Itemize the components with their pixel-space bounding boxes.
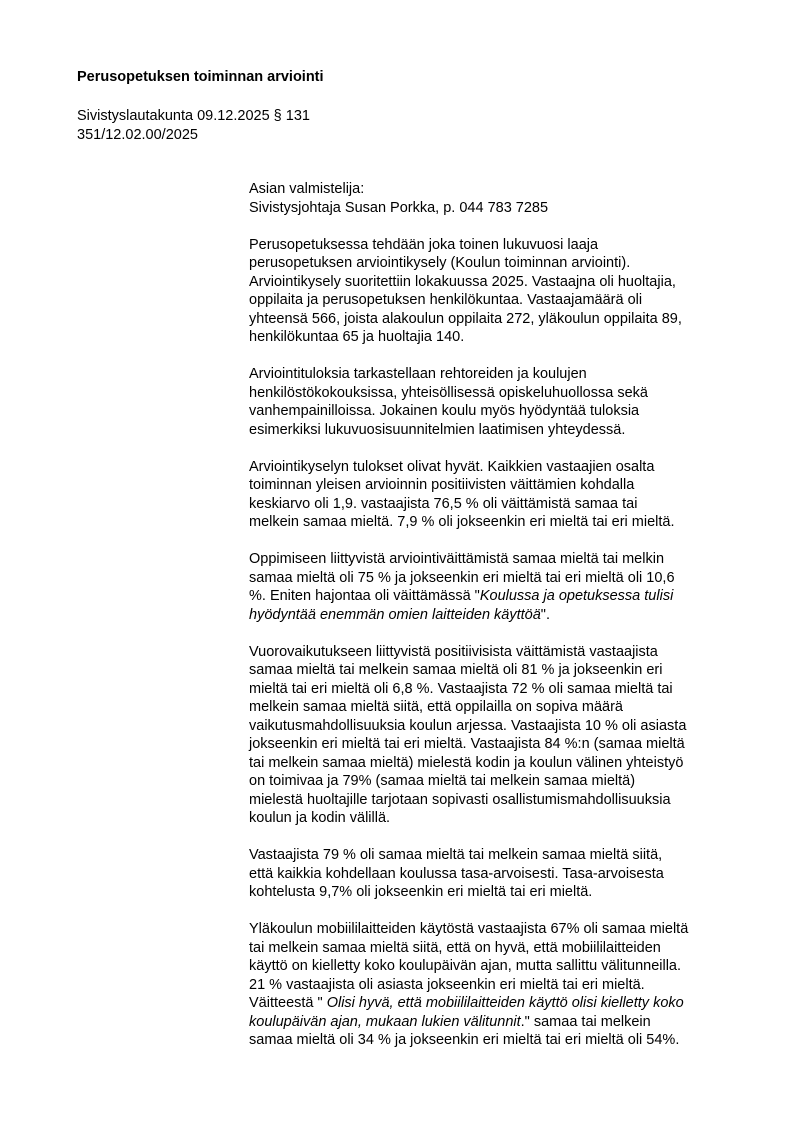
paragraph-equality (249, 846, 749, 902)
paragraph-mobile-devices (249, 920, 749, 1050)
text-line: mieltä tai eri mieltä oli 6,8 %. Vastaajista 72 % oli samaa mieltä tai (249, 680, 673, 697)
text-line: samaa mieltä oli 75 % ja jokseenkin eri mieltä tai eri mieltä oli 10,6 (249, 569, 675, 586)
text-line: mielestä huoltajille tarjotaan sopivasti osallistumismahdollisuuksia (249, 791, 671, 808)
text-line: Oppimiseen liittyvistä arviointiväittämistä samaa mieltä tai melkin (249, 551, 665, 567)
text-line: koulun ja kodin välillä. (249, 810, 391, 826)
text-line (249, 1013, 749, 1032)
text-line: kohtelusta 9,7% oli jokseenkin eri mieltä tai eri mieltä. (249, 884, 593, 900)
meeting-reference: Sivistyslautakunta 09.12.2025 § 131 (77, 108, 310, 124)
text-line: vanhempainilloissa. Jokainen koulu myös hyödyntää tuloksia (249, 403, 640, 419)
document-body (249, 180, 749, 1068)
quoted-statement: hyödyntää enemmän omien laitteiden käyttöä (249, 606, 541, 623)
text-line (249, 587, 749, 606)
text-line: Arviointikyselyn tulokset olivat hyvät. Kaikkien vastaajien osalta (249, 458, 655, 475)
text-line: keskiarvo oli 1,9. vastaajista 76,5 % oli väittämistä samaa tai (249, 495, 638, 512)
paragraph-interaction (249, 643, 749, 828)
text-line: Vastaajista 79 % oli samaa mieltä tai melkein samaa mieltä siitä, (249, 847, 663, 863)
text-line: Yläkoulun mobiililaitteiden käytöstä vastaajista 67% oli samaa mieltä (249, 921, 689, 937)
text-line: Vuorovaikutukseen liittyvistä positiivisista väittämistä vastaajista (249, 643, 658, 660)
text-line (249, 606, 749, 625)
text-line: Arviointituloksia tarkastellaan rehtoreiden ja koulujen (249, 366, 587, 382)
text-line: tai melkein samaa mieltä) mielestä kodin ja koulun välinen yhteistyö (249, 754, 684, 771)
text-line: 21 % vastaajista oli asiasta jokseenkin eri mieltä tai eri mieltä. (249, 976, 645, 993)
text-run: ". (540, 606, 550, 623)
paragraph-learning (249, 550, 749, 624)
text-line: samaa mieltä oli 34 % ja jokseenkin eri mieltä tai eri mieltä oli 54%. (249, 1032, 680, 1048)
text-line: jokseenkin eri mieltä tai eri mieltä. Vastaajista 84 %:n (samaa mieltä (249, 736, 685, 752)
text-line: melkein samaa mieltä siitä, että oppilailla on sopiva määrä (249, 699, 623, 715)
preparer-block (249, 180, 749, 217)
paragraph-survey-intro (249, 236, 749, 347)
text-line: vaikutusmahdollisuuksia koulun arjessa. Vastaajista 10 % oli asiasta (249, 717, 687, 734)
text-line (249, 994, 749, 1013)
preparer-name: Sivistysjohtaja Susan Porkka, p. 044 783 7285 (249, 199, 549, 216)
text-line: yhteensä 566, joista alakoulun oppilaita 272, yläkoulun oppilaita 89, (249, 310, 682, 327)
text-line: oppilaita ja perusopetuksen henkilökuntaa. Vastaajamäärä oli (249, 292, 643, 308)
text-line: henkilöstökokouksissa, yhteisöllisessä opiskeluhuollossa sekä (249, 384, 648, 401)
text-line: tai melkein samaa mieltä siitä, että on hyvä, että mobiililaitteiden (249, 939, 661, 956)
text-line: toiminnan yleisen arvioinnin positiivisten väittämien kohdalla (249, 477, 635, 493)
preparer-label: Asian valmistelija: (249, 181, 365, 197)
text-line: samaa mieltä tai melkein samaa mieltä oli 81 % ja jokseenkin eri (249, 662, 663, 678)
text-run: ." samaa tai melkein (520, 1013, 651, 1030)
paragraph-results-use (249, 365, 749, 439)
quoted-statement: Olisi hyvä, että mobiililaitteiden käyttö olisi kielletty koko (322, 995, 684, 1011)
text-line: että kaikkia kohdellaan koulussa tasa-arvoisesti. Tasa-arvoisesta (249, 865, 664, 882)
paragraph-overall-results (249, 458, 749, 532)
text-line: on toimivaa ja 79% (samaa mieltä tai melkein samaa mieltä) (249, 773, 636, 789)
quoted-statement: koulupäivän ajan, mukaan lukien välitunnit (249, 1013, 521, 1030)
text-line: melkein samaa mieltä. 7,9 % oli jokseenkin eri mieltä tai eri mieltä. (249, 514, 675, 530)
meeting-meta (77, 107, 310, 144)
diary-number: 351/12.02.00/2025 (77, 126, 198, 143)
text-run: Väitteestä " (249, 995, 323, 1011)
text-line: käyttö on kielletty koko koulupäivän ajan, mutta sallittu välitunneilla. (249, 958, 682, 974)
text-line: perusopetuksen arviointikysely (Koulun toiminnan arviointi). (249, 255, 631, 271)
text-line: Perusopetuksessa tehdään joka toinen lukuvuosi laaja (249, 236, 599, 253)
text-run: %. Eniten hajontaa oli väittämässä " (249, 588, 480, 604)
text-line: henkilökuntaa 65 ja huoltajia 140. (249, 329, 465, 345)
text-line: esimerkiksi lukuvuosisuunnitelmien laatimisen yhteydessä. (249, 421, 626, 438)
quoted-statement: Koulussa ja opetuksessa tulisi (479, 588, 674, 604)
page-title: Perusopetuksen toiminnan arviointi (77, 69, 324, 85)
text-line: Arviointikysely suoritettiin lokakuussa 2025. Vastaajna oli huoltajia, (249, 273, 676, 290)
